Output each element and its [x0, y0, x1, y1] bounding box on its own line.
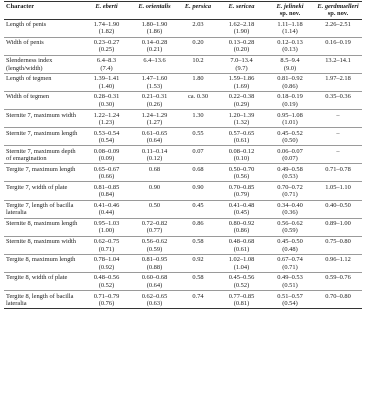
- value-range: 0.34–0.40: [277, 202, 303, 210]
- value-range: 0.90: [192, 183, 204, 191]
- value-range: 0.22–0.38: [228, 93, 255, 101]
- measurement-cell: [130, 272, 179, 290]
- measurement-cell: [314, 254, 362, 272]
- value-mean: (0.50): [282, 136, 298, 144]
- value-range: 0.06–0.07: [277, 147, 303, 155]
- table-row: [4, 218, 362, 236]
- row-label: Slenderness index (length/width): [4, 55, 83, 73]
- measurement-cell: [179, 146, 217, 164]
- table-row: [4, 110, 362, 128]
- value-range: 0.86: [192, 220, 204, 228]
- measurement-cell: [266, 254, 314, 272]
- value-range: 0.70–0.80: [325, 292, 351, 300]
- value-range: 0.68: [148, 165, 161, 173]
- table-row: [4, 254, 362, 272]
- measurement-cell: [130, 91, 179, 109]
- measurement-cell: [314, 146, 362, 164]
- value-mean: (0.61): [233, 136, 250, 144]
- measurement-cell: [217, 128, 266, 146]
- measurement-cell: [130, 128, 179, 146]
- measurement-cell: [266, 236, 314, 254]
- measurement-cell: [83, 128, 130, 146]
- value-range: 0.40–0.50: [325, 202, 351, 210]
- table-row: [4, 291, 362, 309]
- value-mean: (0.76): [98, 299, 115, 307]
- measurement-cell: [179, 182, 217, 200]
- value-mean: (0.09): [98, 155, 115, 163]
- value-mean: (0.45): [233, 209, 250, 217]
- header-species-jelineki: E. jelineki sp. nov.: [266, 2, 314, 20]
- value-mean: (0.53): [282, 173, 298, 181]
- measurement-cell: [130, 146, 179, 164]
- measurement-cell: [179, 19, 217, 37]
- row-label: Sternite 8, maximum width: [4, 236, 83, 254]
- measurement-cell: [217, 37, 266, 55]
- value-range: 0.59–0.76: [325, 274, 351, 282]
- value-range: 0.51–0.57: [277, 292, 303, 300]
- header-row: [4, 2, 362, 20]
- value-mean: (1.00): [98, 227, 115, 235]
- row-label: Width of penis: [4, 37, 83, 55]
- measurement-cell: [217, 182, 266, 200]
- value-mean: (0.54): [98, 136, 115, 144]
- value-range: 0.49–0.53: [277, 274, 303, 282]
- value-range: 0.71–0.78: [325, 165, 351, 173]
- value-mean: (0.07): [282, 155, 298, 163]
- value-range: 0.77–0.85: [228, 292, 255, 300]
- value-mean: (0.77): [146, 227, 163, 235]
- value-range: 0.18–0.19: [277, 93, 303, 101]
- measurement-cell: [83, 236, 130, 254]
- value-range: 0.71–0.79: [93, 292, 120, 300]
- value-mean: (0.19): [282, 100, 298, 108]
- value-range: 1.47–1.60: [141, 75, 168, 83]
- measurement-cell: [130, 200, 179, 218]
- value-range: 0.80–0.92: [228, 220, 255, 228]
- value-range: 0.45–0.56: [228, 274, 255, 282]
- value-mean: (0.88): [146, 263, 163, 271]
- value-range: 1.30: [192, 111, 204, 119]
- measurement-cell: [83, 291, 130, 309]
- measurement-table: [4, 1, 362, 309]
- value-mean: (9.0): [283, 64, 297, 72]
- value-range: 0.11–0.14: [141, 147, 168, 155]
- value-range: 0.57–0.65: [228, 129, 255, 137]
- measurement-cell: [266, 272, 314, 290]
- table-row: [4, 146, 362, 164]
- measurement-cell: [266, 182, 314, 200]
- measurement-cell: [217, 272, 266, 290]
- value-mean: (0.20): [233, 46, 250, 54]
- measurement-cell: [314, 182, 362, 200]
- value-range: 0.07: [192, 147, 204, 155]
- measurement-cell: [217, 291, 266, 309]
- value-range: ca. 0.30: [187, 93, 209, 101]
- measurement-cell: [179, 218, 217, 236]
- value-range: 0.48–0.68: [228, 238, 255, 246]
- row-label: Sternite 7, maximum length: [4, 128, 83, 146]
- measurement-cell: [314, 291, 362, 309]
- value-range: 1.22–1.24: [93, 111, 120, 119]
- value-mean: (1.90): [233, 28, 250, 36]
- measurement-cell: [130, 291, 179, 309]
- value-range: 0.13–0.28: [228, 39, 255, 47]
- measurement-cell: [314, 55, 362, 73]
- value-mean: (0.10): [233, 155, 250, 163]
- value-range: 1.80–1.90: [141, 21, 168, 29]
- value-range: 0.90: [148, 183, 161, 191]
- measurement-cell: [130, 55, 179, 73]
- measurement-cell: [83, 218, 130, 236]
- value-range: 0.53–0.54: [93, 129, 120, 137]
- value-range: 0.61–0.65: [141, 129, 168, 137]
- measurement-cell: [83, 19, 130, 37]
- value-mean: (0.56): [233, 173, 250, 181]
- measurement-cell: [179, 128, 217, 146]
- value-range: 0.62–0.65: [141, 292, 168, 300]
- measurement-cell: [314, 218, 362, 236]
- value-range: 0.58: [192, 274, 204, 282]
- measurement-cell: [130, 254, 179, 272]
- measurement-cell: [314, 128, 362, 146]
- value-range: 7.0–13.4: [230, 57, 253, 65]
- measurement-cell: [83, 55, 130, 73]
- measurement-cell: [130, 164, 179, 182]
- value-range: 0.81–0.92: [277, 75, 303, 83]
- row-label: Tergite 8, width of plate: [4, 272, 83, 290]
- value-mean: (0.29): [233, 100, 250, 108]
- measurement-cell: [83, 164, 130, 182]
- table-row: [4, 128, 362, 146]
- row-label: Sternite 7, maximum width: [4, 110, 83, 128]
- header-species-gerdmuelleri: E. gerdmuelleri sp. nov.: [314, 2, 362, 20]
- value-range: 0.95–1.08: [277, 111, 303, 119]
- value-range: 8.5–9.4: [280, 57, 300, 65]
- measurement-cell: [266, 37, 314, 55]
- table-body: [4, 19, 362, 309]
- measurement-cell: [179, 164, 217, 182]
- value-mean: (0.26): [146, 100, 163, 108]
- measurement-cell: [266, 146, 314, 164]
- value-range: 1.05–1.10: [325, 183, 351, 191]
- header-species-persica: E. persica: [179, 2, 217, 20]
- value-mean: (1.53): [146, 82, 163, 90]
- value-range: 10.2: [192, 57, 204, 65]
- measurement-cell: [179, 291, 217, 309]
- header-character: Character: [4, 2, 83, 20]
- value-range: 0.75–0.80: [325, 238, 351, 246]
- value-range: 0.41–0.46: [93, 202, 120, 210]
- value-range: 0.62–0.75: [93, 238, 120, 246]
- row-label: Tergite 7, maximum length: [4, 164, 83, 182]
- value-mean: (0.13): [282, 46, 298, 54]
- value-range: 1.20–1.39: [228, 111, 255, 119]
- value-range: 0.45: [192, 202, 204, 210]
- measurement-cell: [217, 218, 266, 236]
- value-range: –: [336, 111, 340, 119]
- value-range: 0.89–1.00: [325, 220, 351, 228]
- value-range: 0.49–0.58: [277, 165, 303, 173]
- value-mean: (9.7): [235, 64, 248, 72]
- value-range: 0.58: [192, 238, 204, 246]
- value-range: 1.59–1.86: [228, 75, 255, 83]
- measurement-cell: [314, 236, 362, 254]
- value-range: 0.08–0.09: [93, 147, 120, 155]
- measurement-cell: [217, 164, 266, 182]
- value-range: 0.50–0.70: [228, 165, 255, 173]
- value-mean: (7.4): [100, 64, 113, 72]
- header-sub-label: sp. nov.: [279, 10, 301, 18]
- value-range: 0.56–0.62: [141, 238, 168, 246]
- table-row: [4, 236, 362, 254]
- value-mean: (1.32): [233, 118, 250, 126]
- value-range: 1.24–1.29: [141, 111, 168, 119]
- table-row: [4, 73, 362, 91]
- value-mean: (0.64): [146, 281, 163, 289]
- measurement-cell: [83, 37, 130, 55]
- table-row: [4, 200, 362, 218]
- measurement-cell: [266, 200, 314, 218]
- measurement-cell: [314, 272, 362, 290]
- measurement-cell: [130, 182, 179, 200]
- value-mean: (0.44): [98, 209, 115, 217]
- value-mean: (0.21): [146, 46, 163, 54]
- value-mean: (0.86): [282, 82, 298, 90]
- value-range: 0.92: [192, 256, 204, 264]
- measurement-cell: [314, 110, 362, 128]
- measurement-cell: [217, 200, 266, 218]
- value-range: 0.81–0.85: [93, 183, 120, 191]
- row-label: Tergite 8, length of bacilla lateralia: [4, 291, 83, 309]
- value-mean: (1.27): [146, 118, 163, 126]
- value-range: 0.35–0.36: [325, 93, 351, 101]
- value-range: 0.14–0.28: [141, 39, 168, 47]
- measurement-cell: [83, 146, 130, 164]
- value-range: 0.70–0.72: [277, 183, 303, 191]
- measurement-cell: [266, 55, 314, 73]
- value-range: 0.60–0.68: [141, 274, 168, 282]
- value-range: 1.02–1.08: [228, 256, 255, 264]
- value-mean: (0.71): [98, 245, 115, 253]
- measurement-cell: [83, 73, 130, 91]
- measurement-cell: [179, 254, 217, 272]
- value-mean: (1.40): [98, 82, 115, 90]
- value-range: 0.48–0.56: [93, 274, 120, 282]
- value-mean: (0.25): [98, 46, 115, 54]
- value-mean: (1.04): [233, 263, 250, 271]
- measurement-cell: [266, 218, 314, 236]
- measurement-cell: [83, 110, 130, 128]
- value-mean: (1.69): [233, 82, 250, 90]
- table-row: [4, 55, 362, 73]
- value-mean: (0.61): [233, 245, 250, 253]
- measurement-cell: [266, 291, 314, 309]
- value-mean: (1.86): [146, 28, 163, 36]
- value-range: 1.97–2.18: [325, 75, 351, 83]
- header-species-eberti: E. eberti: [83, 2, 130, 20]
- value-mean: (0.52): [233, 281, 250, 289]
- value-mean: (0.71): [282, 191, 298, 199]
- value-range: 0.67–0.74: [277, 256, 303, 264]
- value-range: 0.16–0.19: [325, 39, 351, 47]
- measurement-cell: [314, 91, 362, 109]
- value-range: 0.56–0.62: [277, 220, 303, 228]
- value-range: 0.81–0.95: [141, 256, 168, 264]
- value-range: 2.03: [192, 21, 204, 29]
- measurement-cell: [83, 272, 130, 290]
- row-label: Sternite 7, maximum depth of emargination: [4, 146, 83, 164]
- value-range: 0.70–0.85: [228, 183, 255, 191]
- value-mean: (0.71): [282, 263, 298, 271]
- value-mean: (0.54): [282, 299, 298, 307]
- table-row: [4, 91, 362, 109]
- value-mean: (0.48): [282, 245, 298, 253]
- row-label: Tergite 7, length of bacilla lateralia: [4, 200, 83, 218]
- row-label: Tergite 8, maximum length: [4, 254, 83, 272]
- row-label: Tergite 7, width of plate: [4, 182, 83, 200]
- value-range: 0.23–0.27: [93, 39, 120, 47]
- value-range: –: [336, 129, 340, 137]
- value-range: 0.20: [192, 39, 204, 47]
- value-range: 0.95–1.03: [93, 220, 120, 228]
- value-range: 2.26–2.51: [325, 21, 351, 29]
- value-mean: (0.79): [233, 191, 250, 199]
- measurement-cell: [314, 37, 362, 55]
- measurement-cell: [179, 91, 217, 109]
- value-mean: (1.01): [282, 118, 298, 126]
- value-mean: (1.82): [98, 28, 115, 36]
- value-range: 0.45–0.52: [277, 129, 303, 137]
- measurement-cell: [217, 236, 266, 254]
- value-range: 0.45–0.50: [277, 238, 303, 246]
- measurement-cell: [130, 110, 179, 128]
- row-label: Sternite 8, maximum length: [4, 218, 83, 236]
- value-range: 1.74–1.90: [93, 21, 120, 29]
- value-range: 0.41–0.48: [228, 202, 255, 210]
- table-row: [4, 182, 362, 200]
- measurement-cell: [217, 73, 266, 91]
- measurement-cell: [83, 91, 130, 109]
- measurement-cell: [179, 110, 217, 128]
- value-mean: (0.66): [98, 173, 115, 181]
- measurement-cell: [179, 55, 217, 73]
- value-mean: (0.59): [146, 245, 163, 253]
- measurement-cell: [314, 200, 362, 218]
- table-row: [4, 37, 362, 55]
- value-range: –: [336, 147, 340, 155]
- value-mean: (0.64): [146, 136, 163, 144]
- value-mean: (0.84): [98, 191, 115, 199]
- measurement-cell: [314, 19, 362, 37]
- value-range: 6.4–8.3: [96, 57, 117, 65]
- measurement-cell: [130, 236, 179, 254]
- value-range: 0.65–0.67: [93, 165, 120, 173]
- measurement-cell: [130, 37, 179, 55]
- header-species-sericea: E. sericea: [217, 2, 266, 20]
- measurement-cell: [130, 73, 179, 91]
- row-label: Length of tegmen: [4, 73, 83, 91]
- measurement-cell: [266, 73, 314, 91]
- value-range: 1.11–1.18: [277, 21, 303, 29]
- measurement-cell: [266, 110, 314, 128]
- value-mean: (0.81): [233, 299, 250, 307]
- value-range: 0.28–0.31: [93, 93, 120, 101]
- header-species-orientalis: E. orientalis: [130, 2, 179, 20]
- value-range: 0.55: [192, 129, 204, 137]
- value-range: 0.68: [192, 165, 204, 173]
- value-range: 6.4–13.6: [143, 57, 166, 65]
- value-range: 1.62–2.18: [228, 21, 255, 29]
- value-range: 0.08–0.12: [228, 147, 255, 155]
- row-label: Length of penis: [4, 19, 83, 37]
- measurement-cell: [217, 19, 266, 37]
- measurement-cell: [217, 55, 266, 73]
- table-row: [4, 272, 362, 290]
- measurement-cell: [266, 91, 314, 109]
- measurement-cell: [130, 218, 179, 236]
- measurement-cell: [314, 73, 362, 91]
- measurement-cell: [217, 146, 266, 164]
- value-mean: (0.51): [282, 281, 298, 289]
- measurement-cell: [179, 200, 217, 218]
- measurement-cell: [217, 91, 266, 109]
- table-row: [4, 164, 362, 182]
- measurement-cell: [83, 182, 130, 200]
- row-label: Width of tegmen: [4, 91, 83, 109]
- measurement-cell: [314, 164, 362, 182]
- table-row: [4, 19, 362, 37]
- measurement-cell: [266, 164, 314, 182]
- value-range: 0.21–0.31: [141, 93, 168, 101]
- value-range: 0.12–0.13: [277, 39, 303, 47]
- measurement-cell: [83, 254, 130, 272]
- measurement-cell: [179, 236, 217, 254]
- value-range: 1.39–1.41: [93, 75, 120, 83]
- measurement-cell: [217, 110, 266, 128]
- measurement-cell: [179, 37, 217, 55]
- value-range: 1.80: [192, 75, 204, 83]
- value-range: 0.50: [148, 202, 161, 210]
- value-mean: (1.14): [282, 28, 298, 36]
- value-mean: (0.30): [98, 100, 115, 108]
- value-mean: (0.12): [146, 155, 163, 163]
- value-mean: (0.36): [282, 209, 298, 217]
- measurement-cell: [179, 73, 217, 91]
- value-mean: (1.23): [98, 118, 115, 126]
- value-mean: (0.52): [98, 281, 115, 289]
- measurement-cell: [179, 272, 217, 290]
- value-range: 13.2–14.1: [325, 57, 351, 65]
- measurement-cell: [266, 19, 314, 37]
- value-mean: (0.59): [282, 227, 298, 235]
- value-mean: (0.63): [146, 299, 163, 307]
- value-range: 0.78–1.04: [93, 256, 120, 264]
- header-sub-label: sp. nov.: [327, 10, 349, 18]
- measurement-cell: [130, 19, 179, 37]
- value-mean: (0.86): [233, 227, 250, 235]
- measurement-cell: [266, 128, 314, 146]
- measurement-cell: [83, 200, 130, 218]
- value-range: 0.74: [192, 292, 204, 300]
- measurement-cell: [217, 254, 266, 272]
- value-range: 0.72–0.82: [141, 220, 168, 228]
- value-range: 0.96–1.12: [325, 256, 351, 264]
- value-mean: (0.92): [98, 263, 115, 271]
